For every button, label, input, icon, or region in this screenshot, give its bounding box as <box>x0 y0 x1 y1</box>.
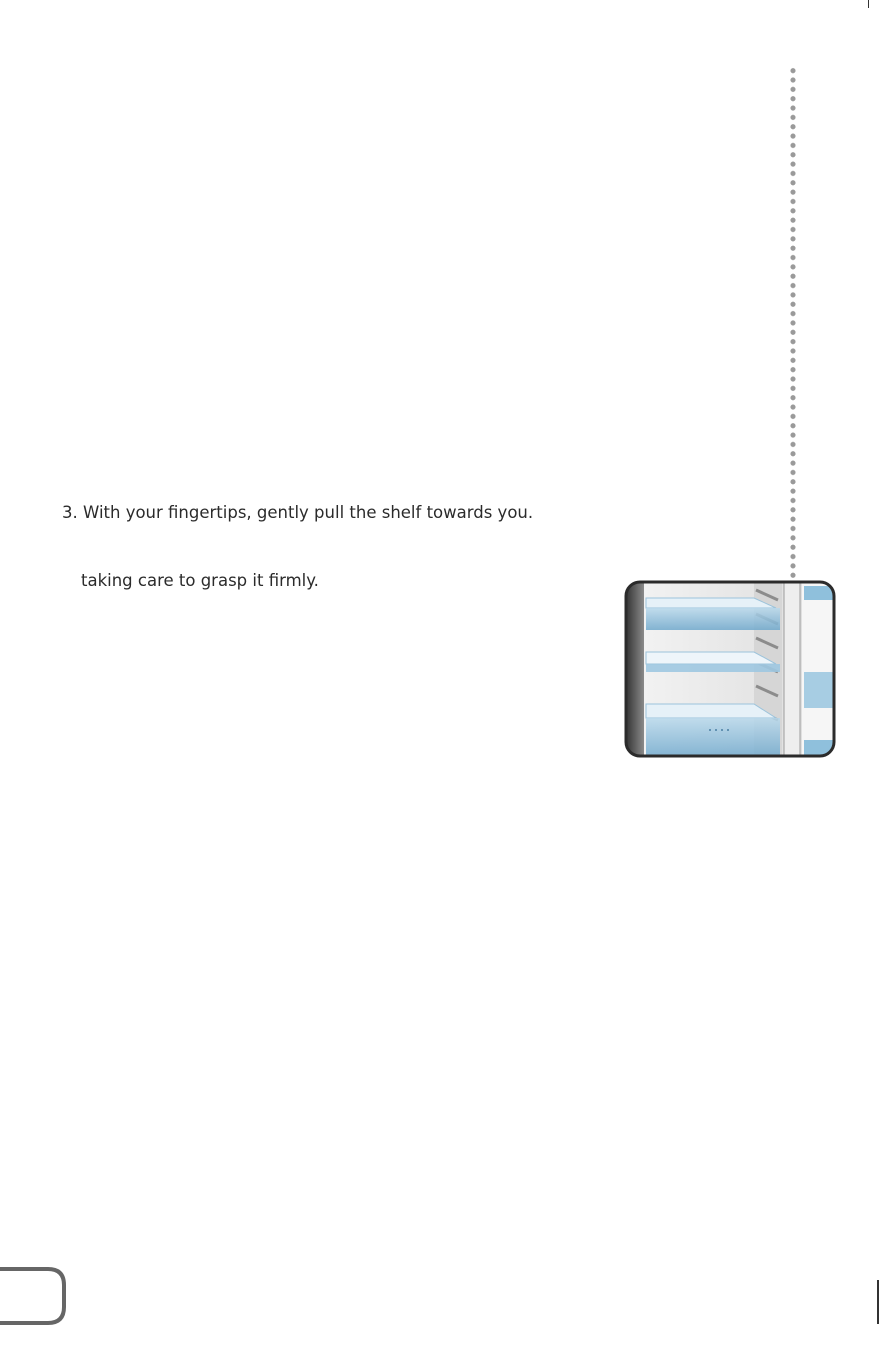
door-post <box>784 580 800 758</box>
dotted-divider <box>788 66 798 586</box>
crop-mark-top-right <box>868 0 869 8</box>
door-inner <box>802 580 836 758</box>
crop-mark-right-lower <box>877 1280 879 1324</box>
instruction-line-2: taking care to grasp it firmly. <box>81 570 319 590</box>
glass-shelf-bottom <box>646 704 780 758</box>
refrigerator-shelf-illustration <box>624 580 836 758</box>
page-number-tab <box>0 1265 68 1325</box>
door-bin <box>804 672 834 708</box>
glass-shelf-middle <box>646 652 780 672</box>
door-bin <box>804 586 834 600</box>
instruction-line-1: 3. With your fingertips, gently pull the shelf towards you. <box>62 503 534 522</box>
instruction-step-3 <box>62 505 602 589</box>
glass-shelf-top <box>646 598 780 630</box>
